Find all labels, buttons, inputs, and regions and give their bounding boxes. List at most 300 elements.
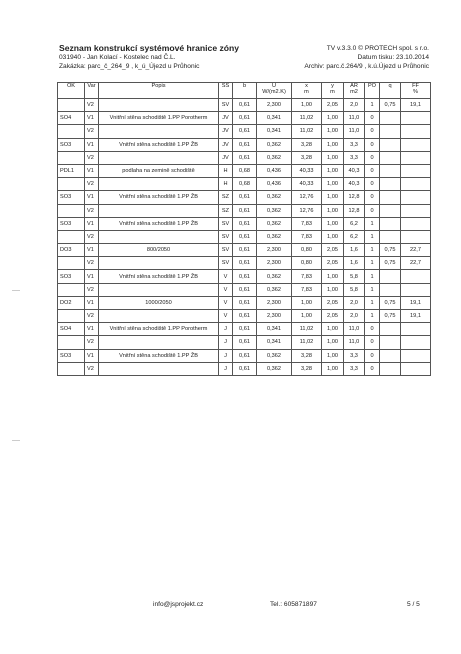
table-row bbox=[58, 230, 431, 243]
col-u-cell: 0,362 bbox=[257, 191, 292, 204]
col-y-cell: 1,00 bbox=[322, 125, 344, 138]
table-row bbox=[58, 310, 431, 323]
col-b-cell: 0,61 bbox=[233, 112, 257, 125]
col-ss-cell: SV bbox=[219, 244, 233, 257]
col-x-header: x m bbox=[292, 83, 322, 99]
col-u-cell: 2,300 bbox=[257, 310, 292, 323]
col-x-cell: 11,02 bbox=[292, 336, 322, 349]
col-u-cell: 0,362 bbox=[257, 270, 292, 283]
col-po-cell: 1 bbox=[365, 99, 380, 112]
col-ok-cell bbox=[58, 310, 85, 323]
col-ss-cell: JV bbox=[219, 112, 233, 125]
col-u-cell: 0,362 bbox=[257, 349, 292, 362]
col-q-cell bbox=[380, 178, 401, 191]
col-ar-cell: 5,8 bbox=[344, 283, 365, 296]
col-u-cell: 0,436 bbox=[257, 164, 292, 177]
col-ff-cell bbox=[401, 164, 431, 177]
col-b-cell: 0,68 bbox=[233, 178, 257, 191]
col-ss-cell: H bbox=[219, 164, 233, 177]
document-title: Seznam konstrukcí systémové hranice zóny bbox=[59, 43, 240, 53]
col-b-header: b bbox=[233, 83, 257, 99]
col-ss-cell: JV bbox=[219, 151, 233, 164]
col-ss-cell: V bbox=[219, 296, 233, 309]
col-popis-cell: Vnitřní stěna schodiště 1.PP ŽB bbox=[99, 138, 219, 151]
col-x-cell: 1,00 bbox=[292, 296, 322, 309]
col-ok-cell: SO3 bbox=[58, 138, 85, 151]
col-b-cell: 0,61 bbox=[233, 323, 257, 336]
footer-phone: Tel.: 605871897 bbox=[270, 601, 317, 608]
col-ss-cell: J bbox=[219, 323, 233, 336]
col-ar-cell: 11,0 bbox=[344, 112, 365, 125]
col-ar-cell: 3,3 bbox=[344, 349, 365, 362]
col-q-cell bbox=[380, 336, 401, 349]
col-ar-cell: 2,0 bbox=[344, 296, 365, 309]
col-ok-cell: SO3 bbox=[58, 349, 85, 362]
col-ok-cell: PDL1 bbox=[58, 164, 85, 177]
col-ff-cell bbox=[401, 270, 431, 283]
table-row bbox=[58, 204, 431, 217]
col-popis-cell: Vnitřní stěna schodiště 1.PP ŽB bbox=[99, 191, 219, 204]
col-var-cell: V2 bbox=[85, 257, 99, 270]
col-ss-cell: J bbox=[219, 362, 233, 375]
col-b-cell: 0,68 bbox=[233, 164, 257, 177]
col-y-cell: 2,05 bbox=[322, 244, 344, 257]
col-y-cell: 2,05 bbox=[322, 99, 344, 112]
col-popis-cell bbox=[99, 151, 219, 164]
col-var-cell: V1 bbox=[85, 217, 99, 230]
col-ar-cell: 6,2 bbox=[344, 230, 365, 243]
col-b-cell: 0,61 bbox=[233, 283, 257, 296]
col-ar-cell: 40,3 bbox=[344, 178, 365, 191]
col-b-cell: 0,61 bbox=[233, 336, 257, 349]
col-u-cell: 0,362 bbox=[257, 230, 292, 243]
table-row bbox=[58, 178, 431, 191]
col-b-cell: 0,61 bbox=[233, 244, 257, 257]
order-line: Zakázka: parc_č_264_9 , k_ú_Újezd u Průhonic bbox=[59, 63, 200, 70]
col-b-cell: 0,61 bbox=[233, 138, 257, 151]
col-b-cell: 0,61 bbox=[233, 257, 257, 270]
col-ff-cell bbox=[401, 151, 431, 164]
col-ok-cell: SO3 bbox=[58, 217, 85, 230]
col-x-cell: 40,33 bbox=[292, 178, 322, 191]
col-ff-cell bbox=[401, 349, 431, 362]
col-x-cell: 7,83 bbox=[292, 217, 322, 230]
col-y-cell: 1,00 bbox=[322, 217, 344, 230]
col-po-cell: 1 bbox=[365, 310, 380, 323]
print-date: Datum tisku: 23.10.2014 bbox=[357, 54, 429, 61]
col-po-cell: 1 bbox=[365, 217, 380, 230]
col-popis-cell: Vnitřní stěna schodiště 1.PP ŽB bbox=[99, 270, 219, 283]
col-ok-cell bbox=[58, 362, 85, 375]
col-u-cell: 0,362 bbox=[257, 204, 292, 217]
col-q-cell bbox=[380, 217, 401, 230]
col-popis-cell: podlaha na zemině schodiště bbox=[99, 164, 219, 177]
col-popis-cell: Vnitřní stěna schodiště 1.PP ŽB bbox=[99, 217, 219, 230]
col-popis-cell bbox=[99, 99, 219, 112]
col-q-cell bbox=[380, 204, 401, 217]
table-row bbox=[58, 323, 431, 336]
col-popis-cell bbox=[99, 257, 219, 270]
col-ok-cell bbox=[58, 125, 85, 138]
col-b-cell: 0,61 bbox=[233, 99, 257, 112]
col-var-cell: V2 bbox=[85, 99, 99, 112]
col-ok-cell bbox=[58, 283, 85, 296]
col-u-cell: 2,300 bbox=[257, 257, 292, 270]
col-po-cell: 0 bbox=[365, 178, 380, 191]
col-q-cell: 0,75 bbox=[380, 99, 401, 112]
col-popis-cell bbox=[99, 310, 219, 323]
col-popis-header: Popis bbox=[99, 83, 219, 99]
col-ff-header: FF % bbox=[401, 83, 431, 99]
col-var-cell: V1 bbox=[85, 191, 99, 204]
col-u-cell: 0,362 bbox=[257, 283, 292, 296]
col-po-cell: 1 bbox=[365, 283, 380, 296]
col-ok-cell bbox=[58, 204, 85, 217]
col-ff-cell bbox=[401, 112, 431, 125]
table-body bbox=[58, 99, 431, 376]
col-ss-cell: SV bbox=[219, 257, 233, 270]
col-ss-cell: J bbox=[219, 336, 233, 349]
col-x-cell: 3,28 bbox=[292, 349, 322, 362]
col-ff-cell bbox=[401, 191, 431, 204]
col-y-cell: 2,05 bbox=[322, 296, 344, 309]
col-y-cell: 1,00 bbox=[322, 336, 344, 349]
col-var-cell: V2 bbox=[85, 310, 99, 323]
col-q-cell: 0,75 bbox=[380, 257, 401, 270]
col-var-cell: V1 bbox=[85, 270, 99, 283]
col-ff-cell: 19,1 bbox=[401, 296, 431, 309]
col-var-cell: V2 bbox=[85, 362, 99, 375]
col-ff-cell: 22,7 bbox=[401, 244, 431, 257]
col-var-cell: V2 bbox=[85, 204, 99, 217]
col-x-cell: 12,76 bbox=[292, 191, 322, 204]
table-row bbox=[58, 270, 431, 283]
col-popis-cell: Vnitřní stěna schodiště 1.PP ŽB bbox=[99, 349, 219, 362]
table-row bbox=[58, 217, 431, 230]
col-ok-cell bbox=[58, 151, 85, 164]
col-x-cell: 12,76 bbox=[292, 204, 322, 217]
col-b-cell: 0,61 bbox=[233, 204, 257, 217]
col-ok-cell bbox=[58, 230, 85, 243]
col-ff-cell: 19,1 bbox=[401, 99, 431, 112]
col-ff-cell bbox=[401, 336, 431, 349]
col-x-cell: 0,80 bbox=[292, 257, 322, 270]
col-b-cell: 0,61 bbox=[233, 310, 257, 323]
col-ff-cell bbox=[401, 204, 431, 217]
col-y-cell: 1,00 bbox=[322, 204, 344, 217]
col-q-cell bbox=[380, 138, 401, 151]
col-q-cell bbox=[380, 151, 401, 164]
col-ar-cell: 11,0 bbox=[344, 323, 365, 336]
software-version: TV v.3.3.0 © PROTECH spol. s r.o. bbox=[326, 45, 429, 52]
table-row bbox=[58, 336, 431, 349]
col-po-cell: 0 bbox=[365, 336, 380, 349]
col-var-header: Var bbox=[85, 83, 99, 99]
col-u-cell: 0,341 bbox=[257, 336, 292, 349]
col-ok-header: OK bbox=[58, 83, 85, 99]
col-u-cell: 0,436 bbox=[257, 178, 292, 191]
col-ar-cell: 11,0 bbox=[344, 125, 365, 138]
table-row bbox=[58, 362, 431, 375]
col-x-cell: 7,83 bbox=[292, 230, 322, 243]
col-ok-cell: DO2 bbox=[58, 296, 85, 309]
col-var-cell: V1 bbox=[85, 323, 99, 336]
col-po-header: PO bbox=[365, 83, 380, 99]
header-right bbox=[239, 43, 429, 71]
col-q-cell: 0,75 bbox=[380, 296, 401, 309]
col-ar-cell: 2,0 bbox=[344, 310, 365, 323]
col-y-cell: 1,00 bbox=[322, 164, 344, 177]
col-ff-cell bbox=[401, 178, 431, 191]
col-q-cell bbox=[380, 164, 401, 177]
col-po-cell: 0 bbox=[365, 323, 380, 336]
col-y-cell: 1,00 bbox=[322, 230, 344, 243]
col-ss-cell: V bbox=[219, 310, 233, 323]
col-b-cell: 0,61 bbox=[233, 125, 257, 138]
col-popis-cell bbox=[99, 125, 219, 138]
col-q-cell bbox=[380, 349, 401, 362]
table-row bbox=[58, 296, 431, 309]
col-popis-cell bbox=[99, 283, 219, 296]
col-q-cell bbox=[380, 362, 401, 375]
col-x-cell: 3,28 bbox=[292, 138, 322, 151]
table-row bbox=[58, 349, 431, 362]
col-y-cell: 1,00 bbox=[322, 178, 344, 191]
col-var-cell: V1 bbox=[85, 138, 99, 151]
col-popis-cell bbox=[99, 336, 219, 349]
col-var-cell: V2 bbox=[85, 178, 99, 191]
col-po-cell: 0 bbox=[365, 362, 380, 375]
col-y-cell: 2,05 bbox=[322, 257, 344, 270]
table-row bbox=[58, 151, 431, 164]
col-popis-cell bbox=[99, 362, 219, 375]
col-ss-cell: V bbox=[219, 270, 233, 283]
col-ff-cell bbox=[401, 323, 431, 336]
scan-mark bbox=[12, 290, 20, 291]
col-ff-cell bbox=[401, 362, 431, 375]
col-ar-header: AR m2 bbox=[344, 83, 365, 99]
col-po-cell: 1 bbox=[365, 270, 380, 283]
col-q-cell bbox=[380, 230, 401, 243]
col-ar-cell: 12,8 bbox=[344, 191, 365, 204]
col-b-cell: 0,61 bbox=[233, 270, 257, 283]
col-q-cell bbox=[380, 323, 401, 336]
col-po-cell: 0 bbox=[365, 125, 380, 138]
col-var-cell: V2 bbox=[85, 283, 99, 296]
col-ss-cell: V bbox=[219, 283, 233, 296]
col-ok-cell: SO3 bbox=[58, 191, 85, 204]
col-ss-cell: JV bbox=[219, 138, 233, 151]
col-popis-cell: Vnitřní stěna schodiště 1.PP Porotherm bbox=[99, 112, 219, 125]
col-y-cell: 1,00 bbox=[322, 283, 344, 296]
table-row bbox=[58, 112, 431, 125]
col-popis-cell: 1000/2050 bbox=[99, 296, 219, 309]
col-po-cell: 0 bbox=[365, 164, 380, 177]
col-ok-cell: DO3 bbox=[58, 244, 85, 257]
col-y-cell: 2,05 bbox=[322, 310, 344, 323]
col-var-cell: V1 bbox=[85, 244, 99, 257]
col-b-cell: 0,61 bbox=[233, 362, 257, 375]
table-header-row bbox=[58, 83, 431, 99]
col-ar-cell: 6,2 bbox=[344, 217, 365, 230]
col-ff-cell: 22,7 bbox=[401, 257, 431, 270]
table-row bbox=[58, 191, 431, 204]
col-x-cell: 7,83 bbox=[292, 270, 322, 283]
col-x-cell: 40,33 bbox=[292, 164, 322, 177]
col-y-header: y m bbox=[322, 83, 344, 99]
col-po-cell: 1 bbox=[365, 257, 380, 270]
col-x-cell: 11,02 bbox=[292, 323, 322, 336]
col-y-cell: 1,00 bbox=[322, 151, 344, 164]
col-ss-cell: H bbox=[219, 178, 233, 191]
col-var-cell: V1 bbox=[85, 349, 99, 362]
col-ok-cell bbox=[58, 178, 85, 191]
col-po-cell: 0 bbox=[365, 112, 380, 125]
col-var-cell: V1 bbox=[85, 112, 99, 125]
col-ok-cell bbox=[58, 336, 85, 349]
col-var-cell: V1 bbox=[85, 164, 99, 177]
col-ok-cell bbox=[58, 257, 85, 270]
col-ar-cell: 3,3 bbox=[344, 362, 365, 375]
col-x-cell: 11,02 bbox=[292, 125, 322, 138]
col-po-cell: 0 bbox=[365, 138, 380, 151]
col-x-cell: 11,02 bbox=[292, 112, 322, 125]
col-ok-cell: SO4 bbox=[58, 112, 85, 125]
col-u-cell: 0,362 bbox=[257, 138, 292, 151]
col-var-cell: V2 bbox=[85, 125, 99, 138]
col-var-cell: V1 bbox=[85, 296, 99, 309]
col-ar-cell: 12,8 bbox=[344, 204, 365, 217]
col-u-cell: 0,341 bbox=[257, 125, 292, 138]
col-y-cell: 1,00 bbox=[322, 270, 344, 283]
col-var-cell: V2 bbox=[85, 336, 99, 349]
col-q-cell: 0,75 bbox=[380, 244, 401, 257]
table-row bbox=[58, 164, 431, 177]
col-y-cell: 1,00 bbox=[322, 349, 344, 362]
constructions-table bbox=[57, 82, 431, 376]
col-po-cell: 1 bbox=[365, 230, 380, 243]
page-number: 5 / 5 bbox=[407, 601, 420, 608]
col-y-cell: 1,00 bbox=[322, 112, 344, 125]
col-u-cell: 2,300 bbox=[257, 296, 292, 309]
col-x-cell: 3,28 bbox=[292, 362, 322, 375]
col-ar-cell: 2,0 bbox=[344, 99, 365, 112]
col-u-cell: 0,341 bbox=[257, 112, 292, 125]
col-b-cell: 0,61 bbox=[233, 151, 257, 164]
col-q-cell bbox=[380, 191, 401, 204]
col-po-cell: 0 bbox=[365, 151, 380, 164]
col-u-cell: 0,362 bbox=[257, 151, 292, 164]
col-ff-cell bbox=[401, 125, 431, 138]
col-x-cell: 1,00 bbox=[292, 310, 322, 323]
col-popis-cell: Vnitřní stěna schodiště 1.PP Porotherm bbox=[99, 323, 219, 336]
col-var-cell: V2 bbox=[85, 151, 99, 164]
col-po-cell: 0 bbox=[365, 349, 380, 362]
table-row bbox=[58, 138, 431, 151]
col-ss-cell: SV bbox=[219, 99, 233, 112]
col-ss-cell: SV bbox=[219, 230, 233, 243]
col-u-cell: 2,300 bbox=[257, 99, 292, 112]
col-po-cell: 0 bbox=[365, 204, 380, 217]
col-b-cell: 0,61 bbox=[233, 230, 257, 243]
table-row bbox=[58, 257, 431, 270]
col-ar-cell: 1,6 bbox=[344, 244, 365, 257]
col-y-cell: 1,00 bbox=[322, 138, 344, 151]
col-ss-cell: JV bbox=[219, 125, 233, 138]
col-ss-cell: SV bbox=[219, 217, 233, 230]
col-q-cell bbox=[380, 112, 401, 125]
col-popis-cell bbox=[99, 178, 219, 191]
col-y-cell: 1,00 bbox=[322, 323, 344, 336]
col-popis-cell: 800/2050 bbox=[99, 244, 219, 257]
col-u-cell: 0,362 bbox=[257, 217, 292, 230]
col-ar-cell: 3,3 bbox=[344, 138, 365, 151]
col-ss-cell: J bbox=[219, 349, 233, 362]
col-ar-cell: 11,0 bbox=[344, 336, 365, 349]
col-ff-cell bbox=[401, 230, 431, 243]
col-ss-cell: SZ bbox=[219, 204, 233, 217]
scan-mark bbox=[12, 440, 20, 441]
col-q-cell bbox=[380, 270, 401, 283]
col-b-cell: 0,61 bbox=[233, 296, 257, 309]
col-ff-cell: 19,1 bbox=[401, 310, 431, 323]
col-var-cell: V2 bbox=[85, 230, 99, 243]
col-y-cell: 1,00 bbox=[322, 191, 344, 204]
col-ok-cell: SO3 bbox=[58, 270, 85, 283]
col-ar-cell: 5,8 bbox=[344, 270, 365, 283]
col-ar-cell: 3,3 bbox=[344, 151, 365, 164]
col-x-cell: 7,83 bbox=[292, 283, 322, 296]
col-x-cell: 3,28 bbox=[292, 151, 322, 164]
company-line: 031940 - Jan Kolací - Kostelec nad Č.L. bbox=[59, 54, 176, 61]
col-ar-cell: 1,6 bbox=[344, 257, 365, 270]
col-x-cell: 0,80 bbox=[292, 244, 322, 257]
archive-line: Archiv: parc.č.264/9 , k.ú.Újezd u Průhonic bbox=[304, 63, 429, 70]
col-ff-cell bbox=[401, 138, 431, 151]
col-y-cell: 1,00 bbox=[322, 362, 344, 375]
col-u-header: U W/(m2.K) bbox=[257, 83, 292, 99]
col-ok-cell bbox=[58, 99, 85, 112]
col-b-cell: 0,61 bbox=[233, 349, 257, 362]
col-x-cell: 1,00 bbox=[292, 99, 322, 112]
col-q-header: q bbox=[380, 83, 401, 99]
col-u-cell: 0,362 bbox=[257, 362, 292, 375]
table-row bbox=[58, 244, 431, 257]
col-ss-header: SS bbox=[219, 83, 233, 99]
footer-email: info@jsprojekt.cz bbox=[153, 601, 204, 608]
col-popis-cell bbox=[99, 204, 219, 217]
col-ff-cell bbox=[401, 217, 431, 230]
col-q-cell: 0,75 bbox=[380, 310, 401, 323]
col-u-cell: 0,341 bbox=[257, 323, 292, 336]
col-q-cell bbox=[380, 283, 401, 296]
col-ss-cell: SZ bbox=[219, 191, 233, 204]
col-popis-cell bbox=[99, 230, 219, 243]
col-b-cell: 0,61 bbox=[233, 217, 257, 230]
table-row bbox=[58, 99, 431, 112]
col-q-cell bbox=[380, 125, 401, 138]
col-po-cell: 1 bbox=[365, 296, 380, 309]
col-ar-cell: 40,3 bbox=[344, 164, 365, 177]
table-row bbox=[58, 125, 431, 138]
table-row bbox=[58, 283, 431, 296]
col-u-cell: 2,300 bbox=[257, 244, 292, 257]
col-ff-cell bbox=[401, 283, 431, 296]
col-ok-cell: SO4 bbox=[58, 323, 85, 336]
col-po-cell: 1 bbox=[365, 244, 380, 257]
col-b-cell: 0,61 bbox=[233, 191, 257, 204]
col-po-cell: 0 bbox=[365, 191, 380, 204]
